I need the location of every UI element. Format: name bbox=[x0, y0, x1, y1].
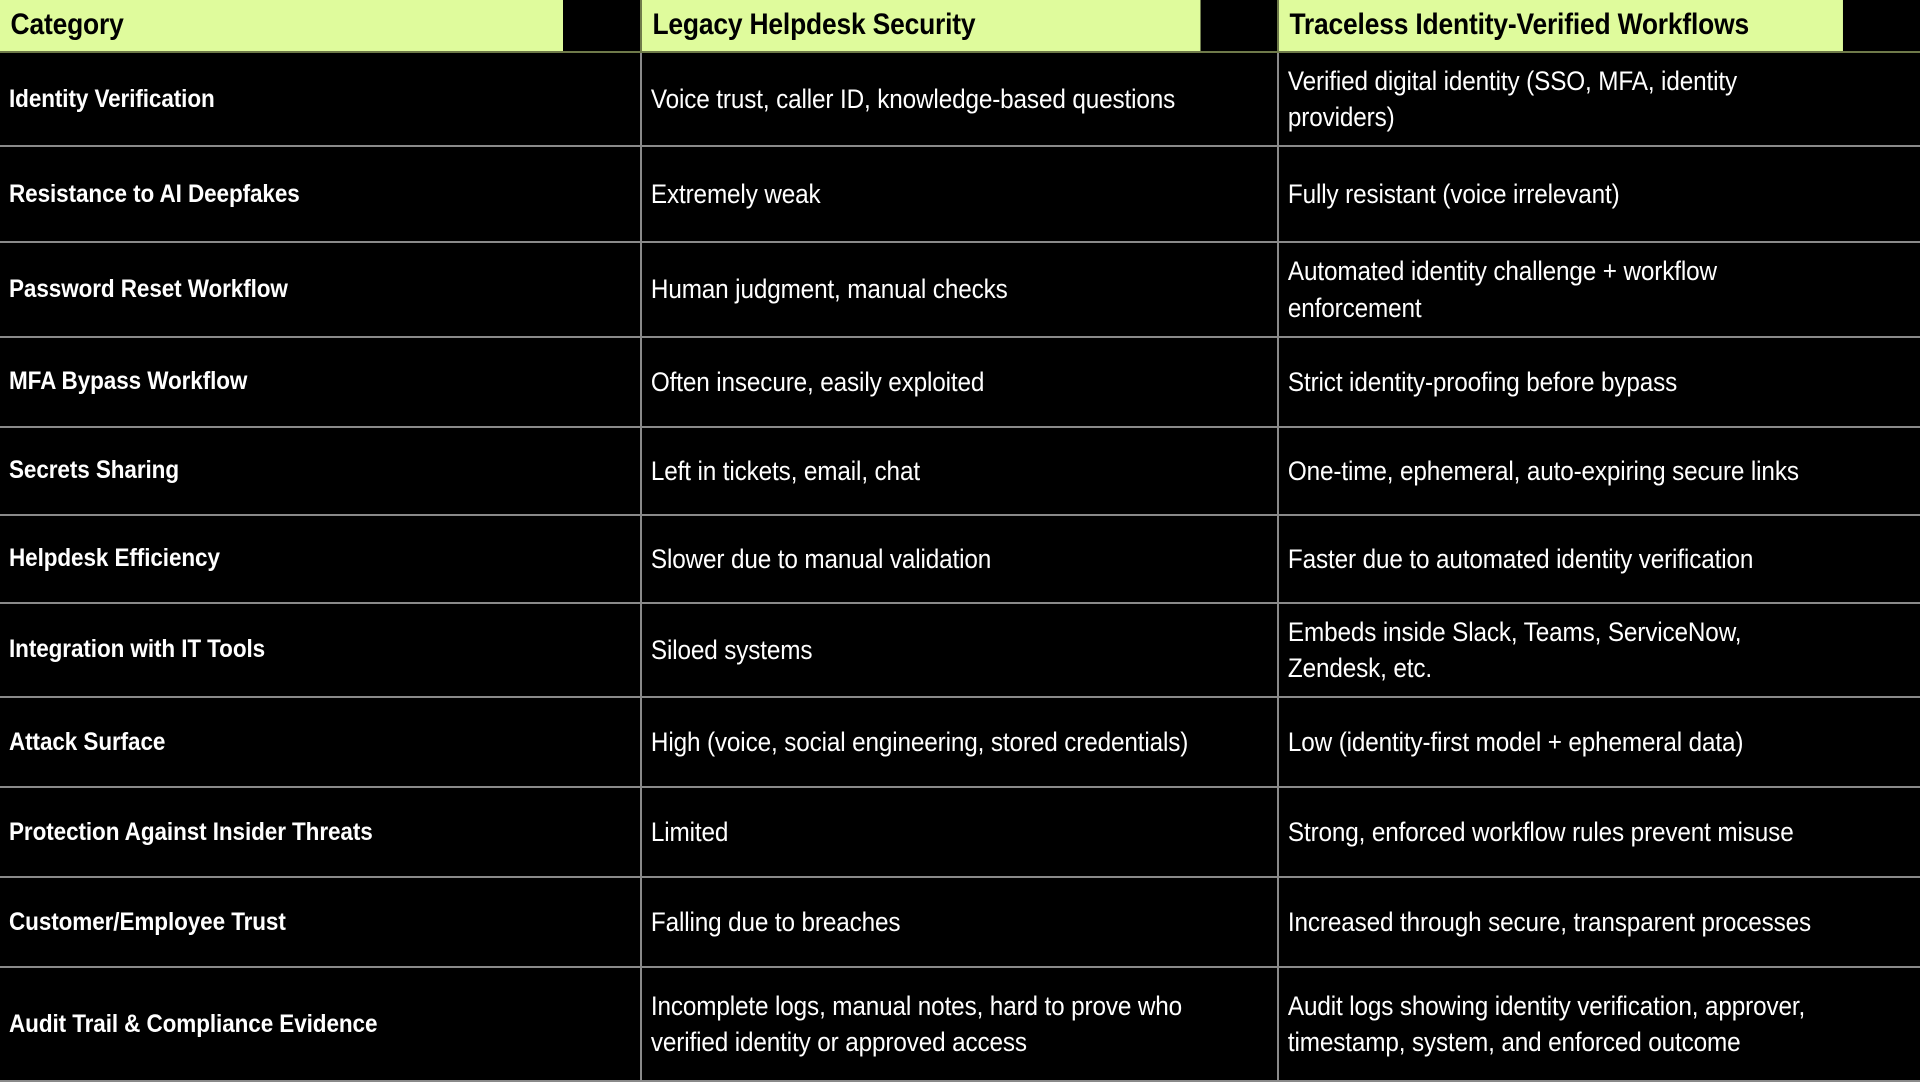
row-traceless-value: Low (identity-first model + ephemeral data) bbox=[1278, 697, 1856, 787]
table-row bbox=[0, 697, 1920, 787]
table-row bbox=[0, 146, 1920, 242]
row-legacy-value: Falling due to breaches bbox=[641, 877, 1214, 967]
row-legacy-value: Left in tickets, email, chat bbox=[641, 427, 1214, 515]
row-traceless-value: Strict identity-proofing before bypass bbox=[1278, 337, 1856, 427]
column-header-traceless: Traceless Identity-Verified Workflows bbox=[1278, 0, 1843, 52]
row-category-label: Password Reset Workflow bbox=[0, 242, 577, 336]
table-body bbox=[0, 52, 1920, 1081]
row-category-label: Helpdesk Efficiency bbox=[0, 515, 577, 603]
row-category-label: Protection Against Insider Threats bbox=[0, 787, 577, 877]
table-row bbox=[0, 52, 1920, 146]
row-category-label: Customer/Employee Trust bbox=[0, 877, 577, 967]
row-traceless-value: Increased through secure, transparent processes bbox=[1278, 877, 1856, 967]
row-traceless-value: Verified digital identity (SSO, MFA, identity providers) bbox=[1278, 52, 1856, 146]
row-category-label: MFA Bypass Workflow bbox=[0, 337, 577, 427]
row-category-label: Resistance to AI Deepfakes bbox=[0, 146, 577, 242]
table-row bbox=[0, 242, 1920, 336]
row-traceless-value: One-time, ephemeral, auto-expiring secure links bbox=[1278, 427, 1856, 515]
column-header-category: Category bbox=[0, 0, 564, 52]
row-traceless-value: Embeds inside Slack, Teams, ServiceNow, Zendesk, etc. bbox=[1278, 603, 1856, 697]
table-header-row bbox=[0, 0, 1920, 52]
row-traceless-value: Fully resistant (voice irrelevant) bbox=[1278, 146, 1856, 242]
row-legacy-value: Often insecure, easily exploited bbox=[641, 337, 1214, 427]
row-traceless-value: Automated identity challenge + workflow enforcement bbox=[1278, 242, 1856, 336]
row-traceless-value: Faster due to automated identity verification bbox=[1278, 515, 1856, 603]
row-traceless-value: Strong, enforced workflow rules prevent misuse bbox=[1278, 787, 1856, 877]
row-category-label: Audit Trail & Compliance Evidence bbox=[0, 967, 577, 1081]
row-legacy-value: Extremely weak bbox=[641, 146, 1214, 242]
row-category-label: Attack Surface bbox=[0, 697, 577, 787]
row-legacy-value: Incomplete logs, manual notes, hard to prove who verified identity or approved access bbox=[641, 967, 1214, 1081]
table-row bbox=[0, 337, 1920, 427]
row-legacy-value: Slower due to manual validation bbox=[641, 515, 1214, 603]
row-legacy-value: Siloed systems bbox=[641, 603, 1214, 697]
row-legacy-value: Voice trust, caller ID, knowledge-based questions bbox=[641, 52, 1214, 146]
table-row bbox=[0, 877, 1920, 967]
row-category-label: Secrets Sharing bbox=[0, 427, 577, 515]
row-category-label: Integration with IT Tools bbox=[0, 603, 577, 697]
row-traceless-value: Audit logs showing identity verification, approver, timestamp, system, and enforced outcome bbox=[1278, 967, 1856, 1081]
row-category-label: Identity Verification bbox=[0, 52, 577, 146]
table-row bbox=[0, 787, 1920, 877]
table-row bbox=[0, 515, 1920, 603]
row-legacy-value: Human judgment, manual checks bbox=[641, 242, 1214, 336]
row-legacy-value: Limited bbox=[641, 787, 1214, 877]
table-row bbox=[0, 427, 1920, 515]
table-row bbox=[0, 603, 1920, 697]
row-legacy-value: High (voice, social engineering, stored credentials) bbox=[641, 697, 1214, 787]
table-row bbox=[0, 967, 1920, 1081]
column-header-legacy: Legacy Helpdesk Security bbox=[641, 0, 1202, 52]
table-header bbox=[0, 0, 1920, 52]
